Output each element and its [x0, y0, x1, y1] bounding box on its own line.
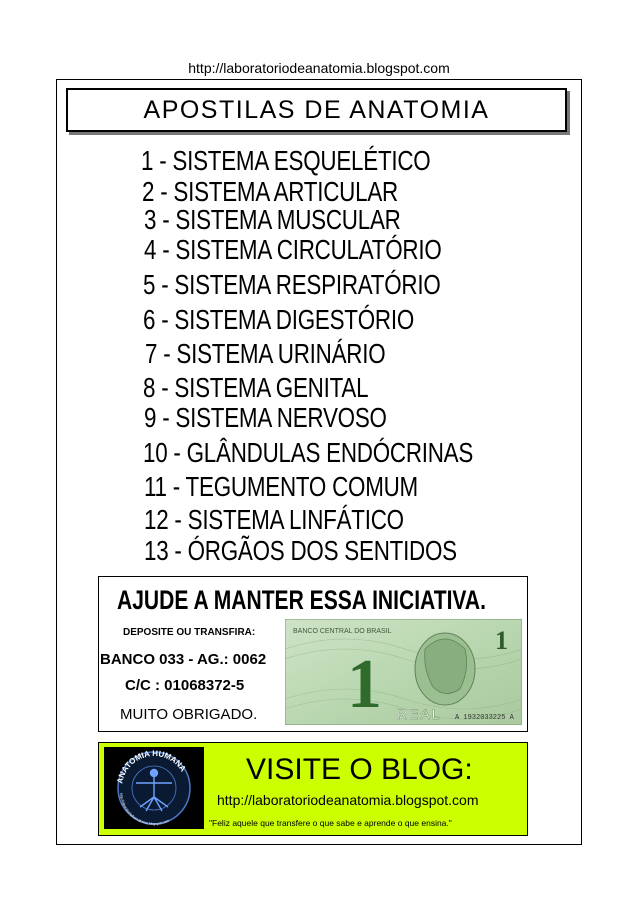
list-item: 13 - ÓRGÃOS DOS SENTIDOS [144, 535, 457, 566]
thanks-text: MUITO OBRIGADO. [120, 706, 258, 723]
banknote-value-large: 1 [347, 646, 382, 723]
page-title: APOSTILAS DE ANATOMIA [143, 96, 490, 124]
title-box [66, 88, 567, 132]
list-item: 2 - SISTEMA ARTICULAR [142, 176, 398, 207]
blog-quote: "Feliz aquele que transfere o que sabe e aprende o que ensina." [209, 818, 452, 828]
banknote-currency: REAL [397, 706, 442, 722]
deposit-label: DEPOSITE OU TRANSFIRA: [123, 627, 256, 638]
banknote-value-small: 1 [495, 626, 508, 655]
list-item: 3 - SISTEMA MUSCULAR [144, 204, 401, 235]
bank-details: BANCO 033 - AG.: 0062 [100, 651, 267, 668]
list-item: 11 - TEGUMENTO COMUM [144, 471, 418, 502]
list-item: 8 - SISTEMA GENITAL [143, 372, 369, 403]
list-item: 6 - SISTEMA DIGESTÓRIO [143, 304, 415, 335]
list-item: 1 - SISTEMA ESQUELÉTICO [141, 145, 431, 176]
blog-heading: VISITE O BLOG: [246, 753, 473, 786]
banknote-image [285, 619, 522, 725]
list-item: 7 - SISTEMA URINÁRIO [145, 338, 386, 369]
list-item: 9 - SISTEMA NERVOSO [144, 402, 387, 433]
banknote-serial: A 1932033225 A [455, 714, 514, 722]
banknote-bank-name: BANCO CENTRAL DO BRASIL [293, 628, 392, 635]
account-number: C/C : 01068372-5 [125, 677, 245, 694]
list-item: 10 - GLÂNDULAS ENDÓCRINAS [143, 437, 474, 468]
anatomia-humana-logo [104, 747, 204, 829]
list-item: 12 - SISTEMA LINFÁTICO [144, 504, 404, 535]
blog-url[interactable]: http://laboratoriodeanatomia.blogspot.com [217, 792, 479, 808]
list-item: 5 - SISTEMA RESPIRATÓRIO [143, 269, 441, 300]
logo-url-text: http://laboratoriodeanatomia.blogspot.com [119, 792, 170, 827]
logo-text: ANATOMIA HUMANA [115, 748, 188, 785]
list-item: 4 - SISTEMA CIRCULATÓRIO [144, 234, 442, 265]
support-heading: AJUDE A MANTER ESSA INICIATIVA. [117, 585, 486, 615]
header-url: http://laboratoriodeanatomia.blogspot.com [188, 60, 450, 76]
